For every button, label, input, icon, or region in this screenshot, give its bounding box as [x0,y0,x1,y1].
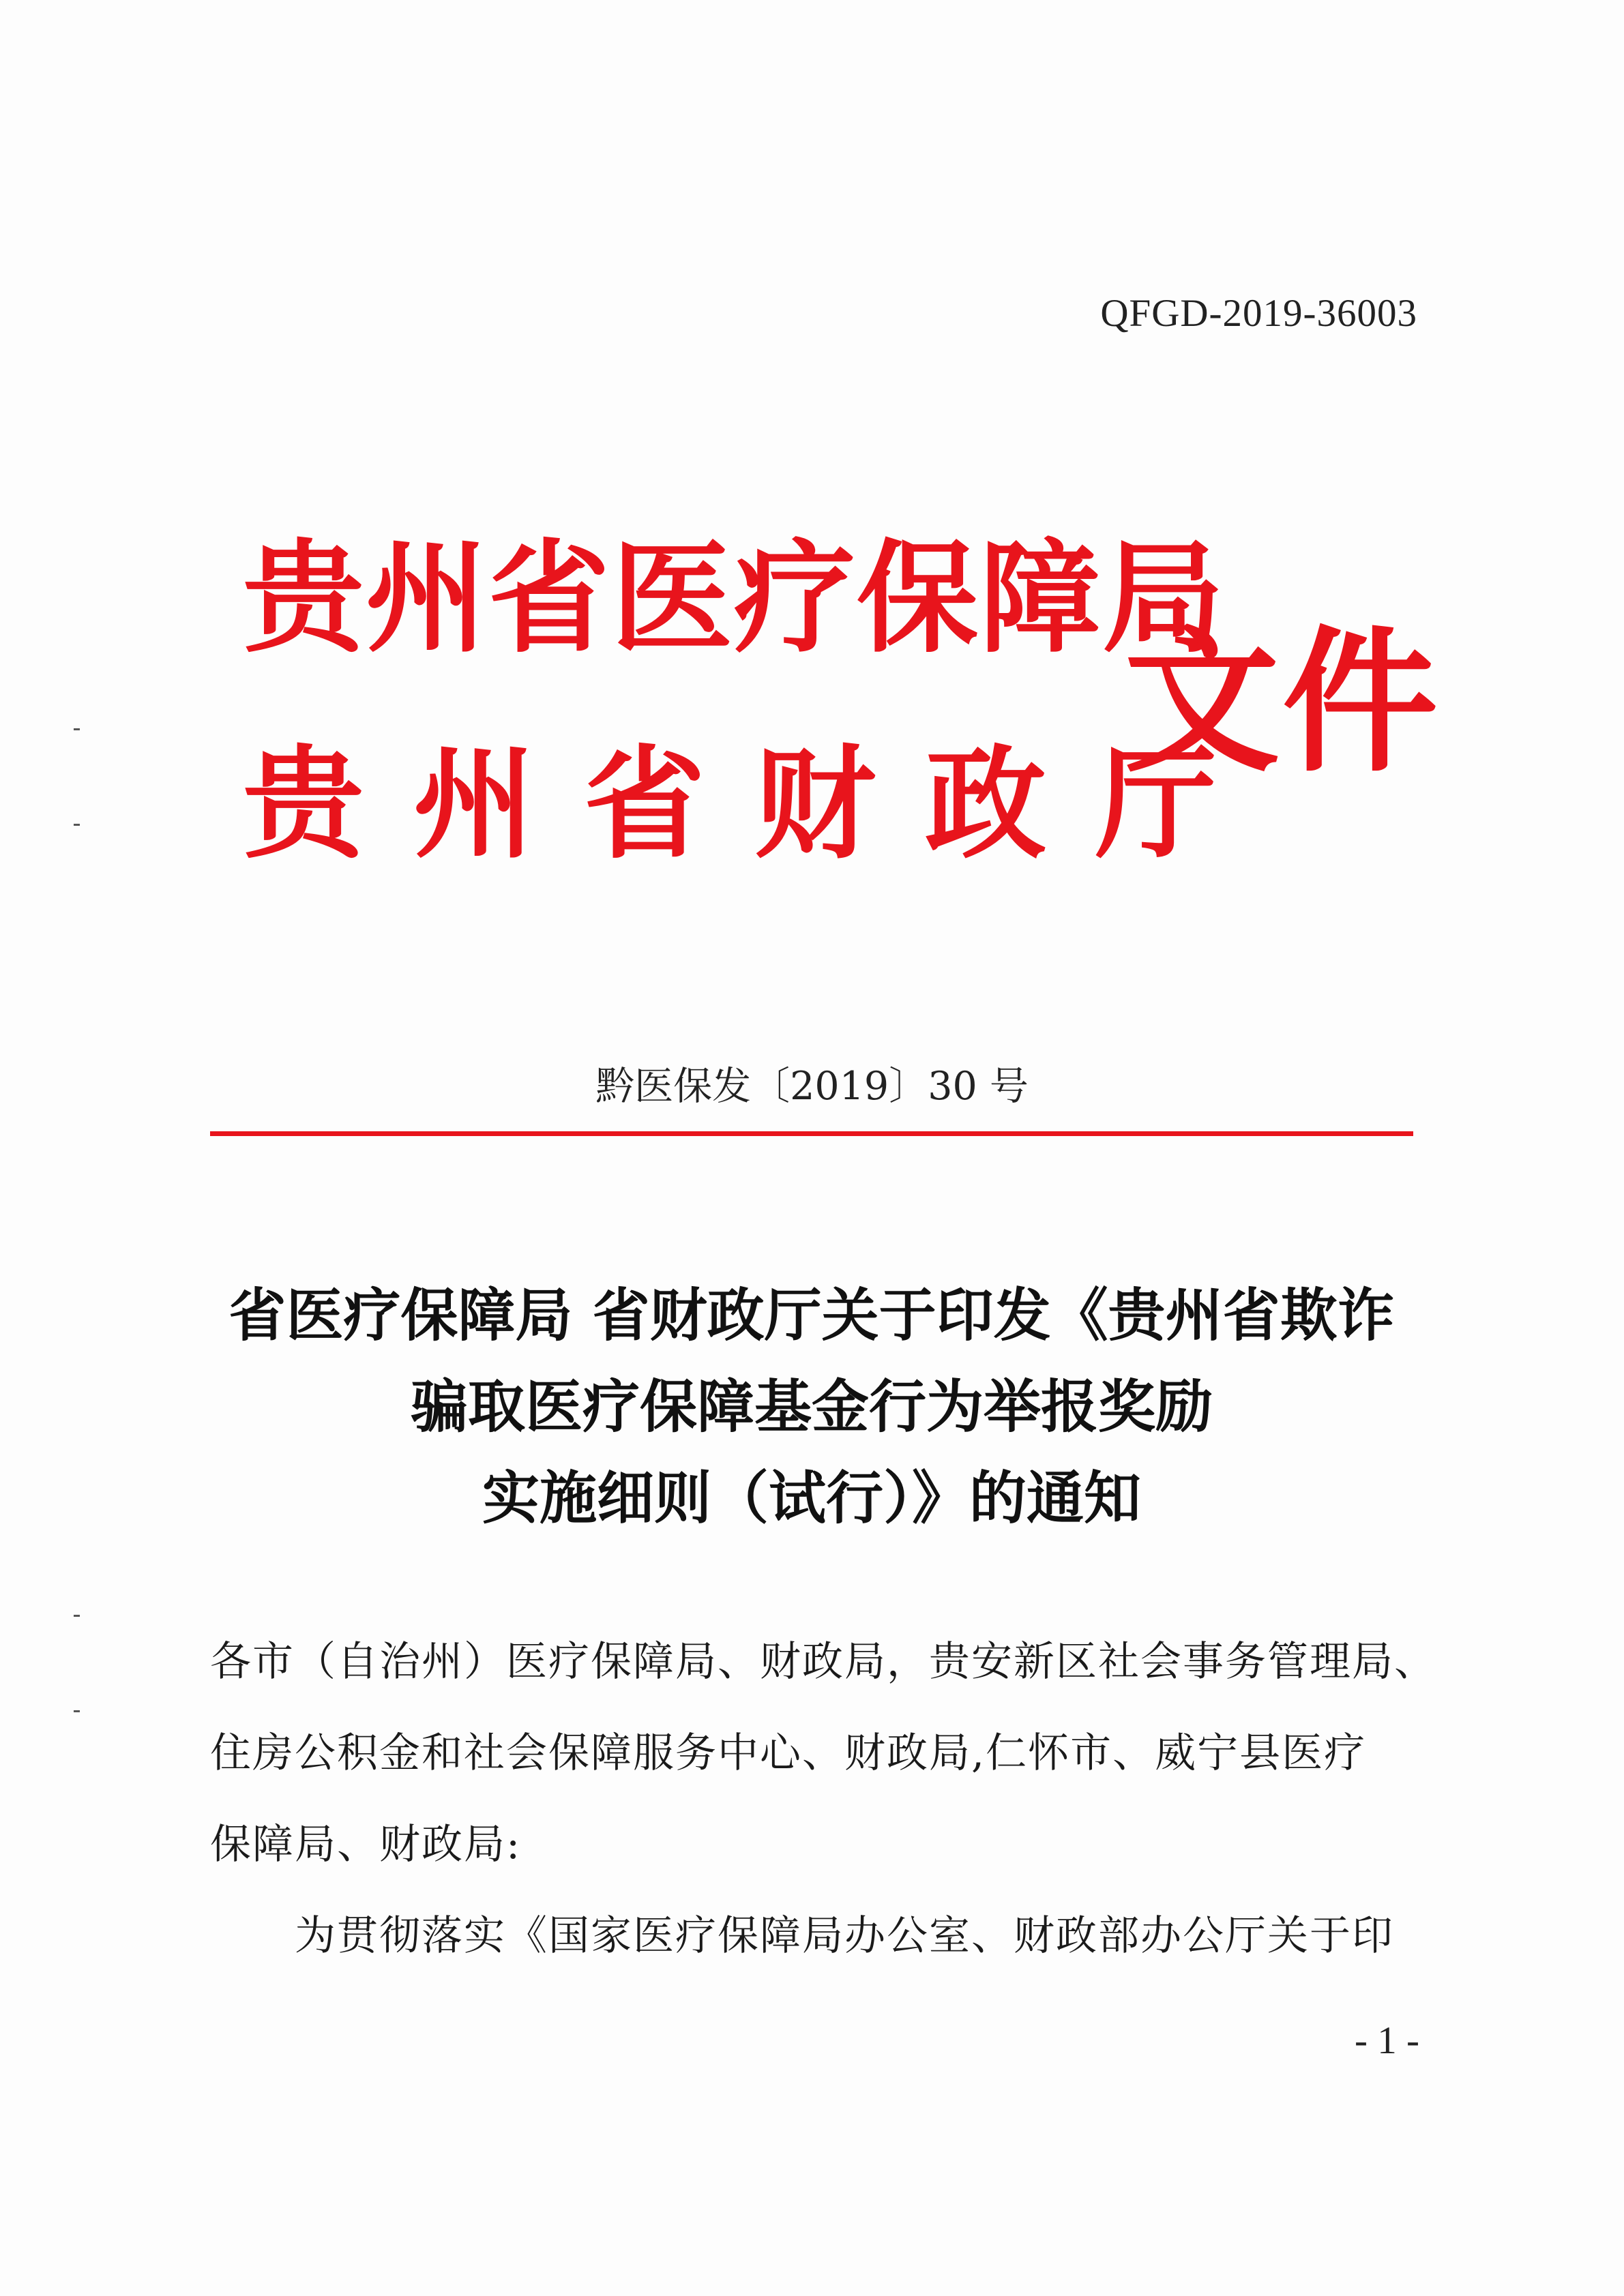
addressee-line: 各市（自治州）医疗保障局、财政局，贵安新区社会事务管理局、 [210,1638,1436,1686]
scan-speck [74,824,80,826]
document-code: QFGD-2019-36003 [1100,292,1417,335]
addressee-line: 保障局、财政局: [210,1821,522,1868]
title-line: 骗取医疗保障基金行为举报奖励 [410,1373,1213,1440]
title-line: 省医疗保障局 省财政厅关于印发《贵州省欺诈 [228,1281,1395,1349]
title-line: 实施细则（试行）》的通知 [482,1464,1141,1532]
issuer-line-finance-department: 贵州省财政厅 [243,732,1266,875]
body-paragraph-line: 为贯彻落实《国家医疗保障局办公室、财政部办公厅关于印 [295,1912,1394,1960]
document-title [164,1270,1460,1544]
red-divider-line [210,1131,1413,1136]
scan-speck [74,1615,80,1617]
document-type-label: 文件 [1124,610,1441,793]
scan-speck [74,1710,80,1712]
issuer-line-medical-security-bureau: 贵州省医疗保障局 [243,526,1225,669]
scan-speck [74,728,80,730]
addressee-line: 住房公积金和社会保障服务中心、财政局,仁怀市、威宁县医疗 [210,1729,1367,1777]
page-number: - 1 - [1355,2019,1419,2062]
document-number: 黔医保发〔2019〕30 号 [595,1064,1029,1109]
